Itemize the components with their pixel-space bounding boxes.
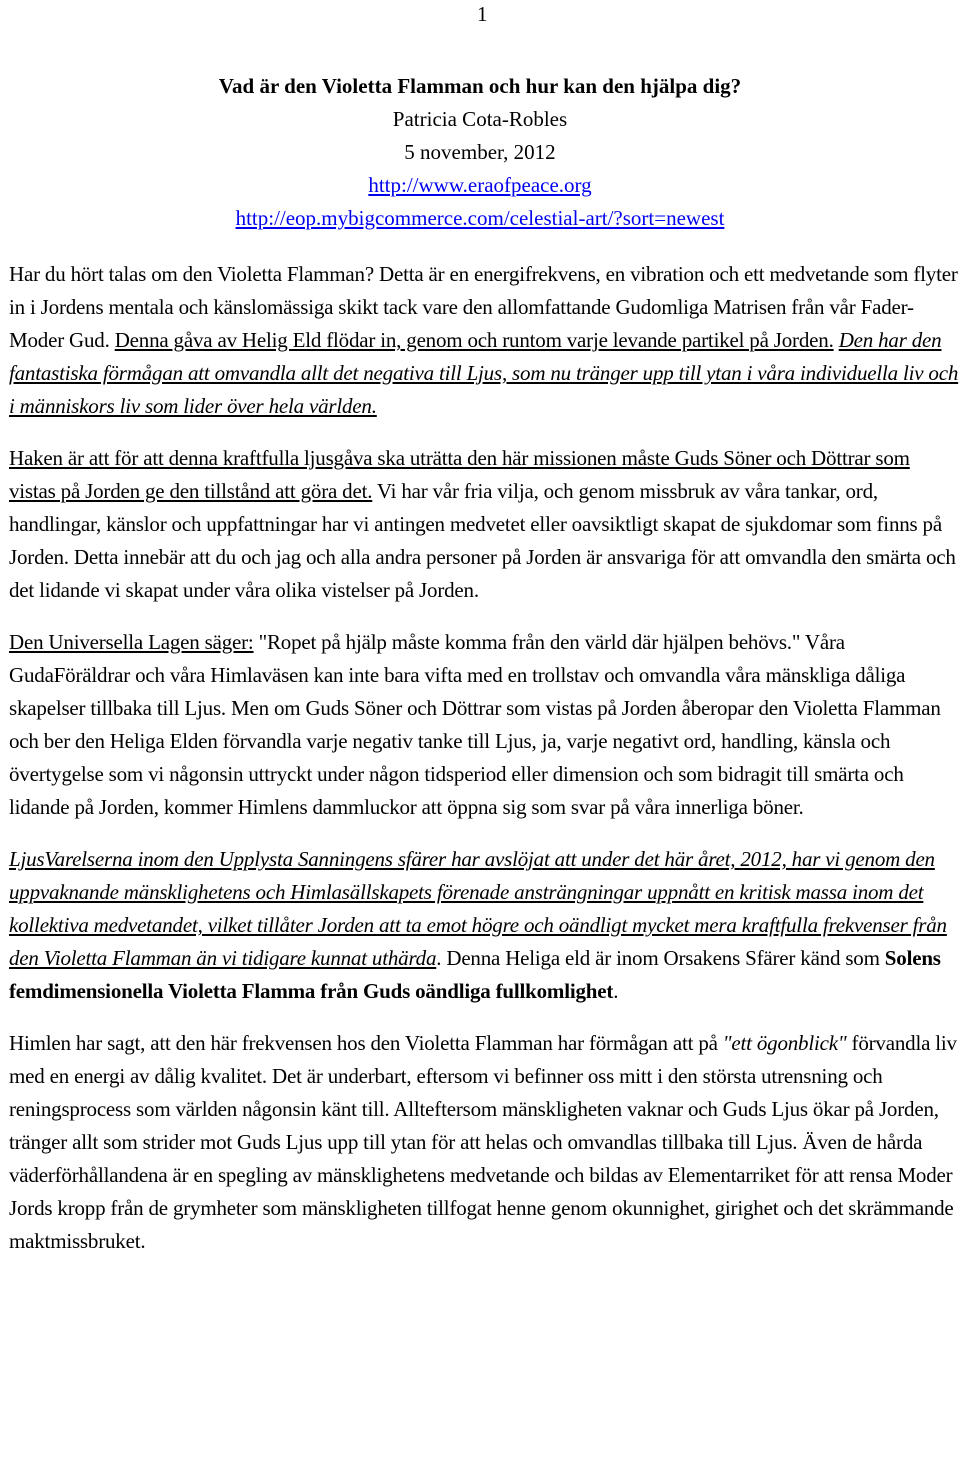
- p4-emphasis-text: LjusVarelserna inom den Upplysta Sanningens sfärer har avslöjat att under det här året, 2012, har vi genom den uppvaknande mänsklighetens och Himlasällskapets förenade ansträngningar uppnått en kritisk massa inom det kollektiva medvetandet, vilket tillåter Jorden att ta emot högre och oändligt mycket mera kraftfulla frekvenser från den Violetta Flamman än vi tidigare kunnat uthärda: [9, 847, 947, 970]
- website-link[interactable]: http://www.eraofpeace.org: [368, 173, 592, 197]
- p5-text-end: förvandla liv med en energi av dålig kvalitet. Det är underbart, eftersom vi befinner oss mitt i den största utrensning och reningsprocess som världen någonsin känt till. Allteftersom mänskligheten vaknar och Guds Ljus ökar på Jorden, tränger allt som strider mot Guds Ljus upp till ytan för att helas och omvandlas tillbaka till Ljus. Även de hårda väderförhållandena är en spegling av mänsklighetens medvetande och bildas av Elementarriket för att rensa Moder Jords kropp från de grymheter som mänskligheten tillfogat henne genom okunnighet, girighet och det skrämmande maktmissbruket.: [9, 1031, 957, 1253]
- article-body: [9, 258, 960, 1277]
- p2-text: Vi har vår fria vilja, och genom missbruk av våra tankar, ord, handlingar, känslor och uppfattningar har vi antingen medvetet eller oavsiktligt skapat de sjukdomar som finns på Jorden. Detta innebär att du och jag och alla andra personer på Jorden är ansvariga för att omvandla den smärta och det lidande vi skapat under våra olika vistelser på Jorden.: [9, 479, 956, 602]
- p1-emphasis-text: Den har den fantastiska förmågan att omvandla allt det negativa till Ljus, som nu tränger upp till ytan i våra individuella liv och i människors liv som lider över hela världen.: [9, 328, 959, 418]
- p5-italic-text: "ett ögonblick": [722, 1031, 847, 1055]
- document-header: [0, 70, 960, 235]
- page-number: 1: [477, 2, 488, 26]
- publication-date: 5 november, 2012: [404, 140, 556, 164]
- p4-bold-text: Solens femdimensionella Violetta Flamma från Guds oändliga fullkomlighet: [9, 946, 941, 1003]
- paragraph-3: [9, 626, 960, 824]
- paragraph-2: [9, 442, 960, 607]
- p1-underlined-text: Denna gåva av Helig Eld flödar in, genom och runtom varje levande partikel på Jorden.: [114, 328, 834, 352]
- p1-text: Har du hört talas om den Violetta Flamman? Detta är en energifrekvens, en vibration och ett medvetande som flyter in i Jordens mentala och känslomässiga skikt tack vare den allomfattande Gudomliga Matrisen från vår Fader-Moder Gud.: [9, 262, 958, 352]
- p3-text: "Ropet på hjälp måste komma från den värld där hjälpen behövs." Våra GudaFöräldrar och våra Himlaväsen kan inte bara vifta med en trollstav och omvandla våra mänskliga dåliga skapelser tillbaka till Ljus. Men om Guds Söner och Döttrar som vistas på Jorden åberopar den Violetta Flamman och ber den Heliga Elden förvandla varje negativ tanke till Ljus, ja, varje negativt ord, handling, känsla och övertygelse som vi någonsin uttryckt under någon tidsperiod eller dimension och som bidragit till smärta och lidande på Jorden, kommer Himlens dammluckor att öppna sig som svar på våra innerliga böner.: [9, 630, 941, 819]
- paragraph-4: LjusVarelserna inom den Upplysta Sanningens sfärer har avslöjat att under det här året, 2012, har vi genom den uppvaknande mänsklighetens och Himlasällskapets förenade ansträngningar uppnått en kritisk massa inom det kollektiva medvetandet, vilket tillåter Jorden att ta emot högre och oändligt mycket mera kraftfulla frekvenser från den Violetta Flamman än vi tidigare kunnat uthärda. Denna Heliga eld är inom Orsakens Sfärer känd som Solens femdimensionella Violetta Flamma från Guds oändliga fullkomlighet.: [9, 847, 947, 1003]
- celestial-art-link[interactable]: http://eop.mybigcommerce.com/celestial-art/?sort=newest: [235, 206, 725, 230]
- p3-underlined-text: Den Universella Lagen säger:: [9, 630, 254, 654]
- p5-text-start: Himlen har sagt, att den här frekvensen hos den Violetta Flamman har förmågan att på: [9, 1031, 723, 1055]
- paragraph-5: [9, 1027, 960, 1258]
- p2-underlined-text: Haken är att för att denna kraftfulla ljusgåva ska uträtta den här missionen måste Guds Söner och Döttrar som vistas på Jorden ge den tillstånd att göra det.: [9, 446, 910, 503]
- author-name: Patricia Cota-Robles: [392, 107, 568, 131]
- p4-text: . Denna Heliga eld är inom Orsakens Sfärer känd som: [436, 946, 885, 970]
- paragraph-1: [9, 258, 960, 423]
- document-title: Vad är den Violetta Flamman och hur kan den hjälpa dig?: [218, 74, 742, 98]
